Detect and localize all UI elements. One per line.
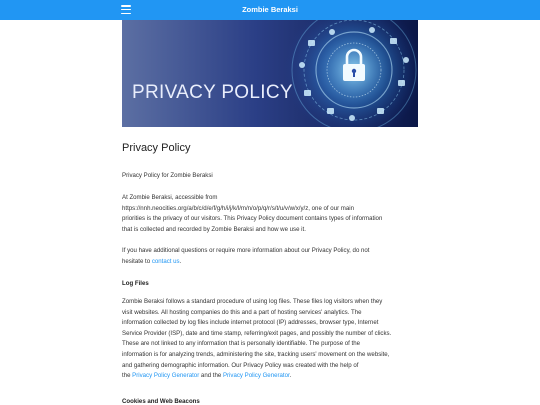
page-title: Privacy Policy (122, 142, 191, 154)
privacy-policy-generator-link-2[interactable]: Privacy Policy Generator (222, 372, 290, 380)
paragraph-line: At Zombie Beraksi, accessible from (122, 194, 218, 201)
paragraph-line: Service Provider (ISP), date and time stamp, referring/exit pages, and possibly the number of clicks. (122, 329, 392, 337)
privacy-policy-generator-link[interactable]: Privacy Policy Generator (132, 372, 200, 380)
paragraph-line: Zombie Beraksi follows a standard procedure of using log files. These files log visitors when they (122, 298, 383, 305)
paragraph-line: that is collected and recorded by Zombie Beraksi and how we use it. (122, 225, 306, 233)
intro-paragraph: Privacy Policy for Zombie Beraksi (122, 172, 213, 179)
cookies-heading: Cookies and Web Beacons (122, 398, 200, 405)
paragraph-line: and gathering demographic information. Our Privacy Policy was created with the help of (122, 361, 359, 369)
paragraph-line: If you have additional questions or require more information about our Privacy Policy, do not (122, 247, 370, 254)
text-fragment: the (122, 372, 133, 380)
log-files-paragraph (122, 297, 418, 382)
site-title[interactable]: Zombie Beraksi (242, 5, 298, 14)
paragraph-line: information is for analyzing trends, administering the site, tracking users' movement on the website, (122, 350, 390, 358)
paragraph-line (122, 257, 418, 268)
paragraph-line: https://nnh.neocities.org/a/b/c/d/e/f/g/h/i/j/k/l/m/n/o/p/q/r/s/t/u/v/w/x/y/z, one of our main (122, 204, 355, 212)
text-fragment: hesitate to (122, 257, 152, 265)
top-app-bar (0, 0, 540, 20)
text-fragment: and the (199, 372, 223, 380)
log-files-heading: Log Files (122, 280, 149, 287)
banner-image (122, 20, 418, 127)
text-fragment: . (289, 372, 292, 380)
paragraph-line: These are not linked to any information that is personally identifiable. The purpose of the (122, 340, 361, 348)
contact-us-link[interactable]: contact us (151, 257, 180, 265)
paragraph-line: priorities is the privacy of our visitors. This Privacy Policy document contains types of information (122, 215, 383, 223)
paragraph-line: visit websites. All hosting companies do this and a part of hosting services' analytics. The (122, 308, 362, 316)
text-fragment: . (179, 257, 182, 265)
privacy-policy-banner (122, 20, 418, 127)
paragraph-questions (122, 246, 418, 267)
paragraph-accessible-from (122, 193, 418, 235)
paragraph-line (122, 371, 418, 382)
banner-text: PRIVACY POLICY (132, 82, 293, 103)
paragraph-line: information collected by log files include internet protocol (IP) addresses, browser type, Internet (122, 319, 379, 327)
